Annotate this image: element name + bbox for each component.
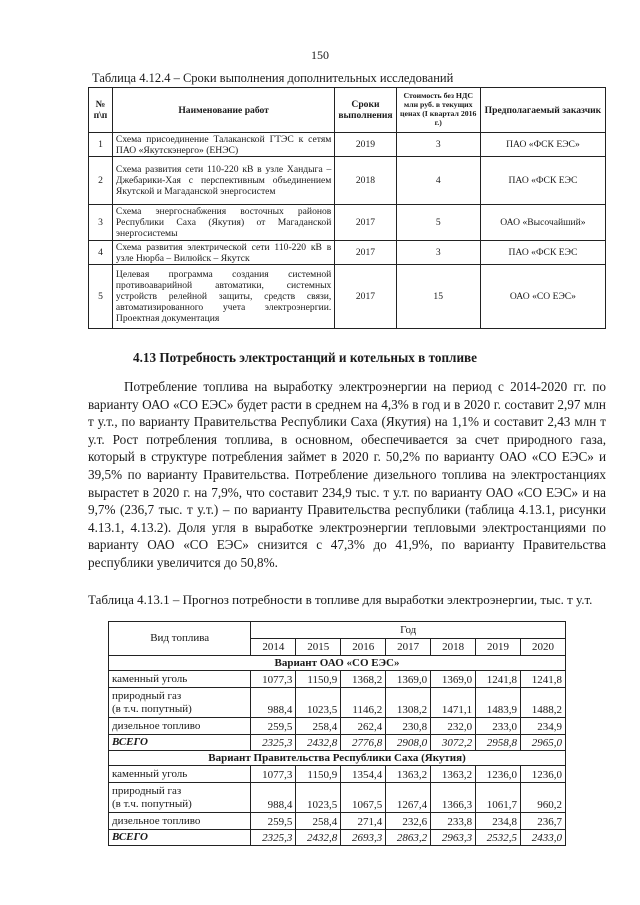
year-cell: 2016: [341, 639, 386, 656]
section-title: 4.13 Потребность электростанций и котельных в топливе: [133, 350, 478, 365]
row-label-line1: природный газ: [112, 689, 182, 702]
year-cell: 2019: [476, 639, 521, 656]
value-cell: 233,8: [431, 813, 476, 830]
cell-term: 2018: [335, 157, 396, 205]
row-label: каменный уголь: [109, 671, 251, 688]
cell-name: Схема присоединение Талаканской ГТЭС к сетям ПАО «Якутскэнерго» (ЕНЭС): [112, 133, 334, 157]
cell-term: 2017: [335, 205, 396, 241]
value-cell: 1241,8: [521, 671, 566, 688]
table2-caption: Таблица 4.13.1 – Прогноз потребности в топливе для выработки электроэнергии, тыс. т у.т.: [88, 592, 593, 607]
value-cell: 1236,0: [521, 766, 566, 783]
value-cell: 1308,2: [386, 688, 431, 718]
cell-term: 2017: [335, 265, 396, 329]
variant-row: [109, 656, 566, 671]
header-customer: Предполагаемый заказчик: [480, 88, 605, 133]
table-row: [89, 133, 606, 157]
value-cell: 2532,5: [476, 830, 521, 846]
table-row: [89, 241, 606, 265]
cell-customer: ПАО «ФСК ЕЭС: [480, 157, 605, 205]
value-cell: 988,4: [251, 783, 296, 813]
value-cell: 1023,5: [296, 688, 341, 718]
value-cell: 1236,0: [476, 766, 521, 783]
value-cell: 258,4: [296, 718, 341, 735]
cell-cost: 3: [396, 133, 480, 157]
cell-cost: 5: [396, 205, 480, 241]
value-cell: 1363,2: [431, 766, 476, 783]
cell-name: Схема развития электрической сети 110-220 кВ в узле Нюрба – Вилюйск – Якутск: [112, 241, 334, 265]
year-cell: 2015: [296, 639, 341, 656]
row-label: каменный уголь: [109, 766, 251, 783]
value-cell: 988,4: [251, 688, 296, 718]
table1-caption: Таблица 4.12.4 – Сроки выполнения дополнительных исследований: [92, 71, 454, 85]
year-cell: 2018: [431, 639, 476, 656]
cell-cost: 3: [396, 241, 480, 265]
value-cell: 262,4: [341, 718, 386, 735]
year-cell: 2017: [386, 639, 431, 656]
table-row: [109, 783, 566, 813]
table-row: [89, 205, 606, 241]
cell-num: 3: [89, 205, 113, 241]
table-row: [109, 718, 566, 735]
row-label-line2: (в т.ч. попутный): [112, 797, 192, 810]
table-row: [109, 671, 566, 688]
variant-title: Вариант ОАО «СО ЕЭС»: [109, 656, 566, 671]
value-cell: 2432,8: [296, 735, 341, 751]
value-cell: 232,0: [431, 718, 476, 735]
cell-customer: ПАО «ФСК ЕЭС: [480, 241, 605, 265]
value-cell: 232,6: [386, 813, 431, 830]
table-row: [109, 766, 566, 783]
total-row: [109, 830, 566, 846]
cell-name: Целевая программа создания системной противоаварийной автоматики, системных устройств релейной защиты, средств связи, автоматизированного учета электроэнергии. Проектная документация: [112, 265, 334, 329]
variant-row: [109, 751, 566, 766]
value-cell: 1366,3: [431, 783, 476, 813]
value-cell: 1363,2: [386, 766, 431, 783]
value-cell: 3072,2: [431, 735, 476, 751]
header-name: Наименование работ: [112, 88, 334, 133]
value-cell: 1146,2: [341, 688, 386, 718]
value-cell: 2432,8: [296, 830, 341, 846]
table-row: [109, 688, 566, 718]
table-row: [89, 265, 606, 329]
row-label-line2: (в т.ч. попутный): [112, 702, 192, 715]
value-cell: 2963,3: [431, 830, 476, 846]
value-cell: 234,8: [476, 813, 521, 830]
value-cell: 234,9: [521, 718, 566, 735]
works-schedule-table: [88, 87, 606, 329]
value-cell: 1150,9: [296, 766, 341, 783]
row-label: дизельное топливо: [109, 718, 251, 735]
cell-name: Схема развития сети 110-220 кВ в узле Хандыга – Джебарики-Хая с перспективным объединением Якутской и Магаданской энергосистем: [112, 157, 334, 205]
value-cell: 2693,3: [341, 830, 386, 846]
value-cell: 2908,0: [386, 735, 431, 751]
header-fuel-type: Вид топлива: [109, 622, 251, 656]
value-cell: 233,0: [476, 718, 521, 735]
value-cell: 1483,9: [476, 688, 521, 718]
value-cell: 2776,8: [341, 735, 386, 751]
value-cell: 1369,0: [431, 671, 476, 688]
value-cell: 2325,3: [251, 735, 296, 751]
table-row: [109, 813, 566, 830]
value-cell: 1061,7: [476, 783, 521, 813]
year-cell: 2020: [521, 639, 566, 656]
cell-term: 2019: [335, 133, 396, 157]
row-label-line1: природный газ: [112, 784, 182, 797]
value-cell: 1023,5: [296, 783, 341, 813]
row-label: ВСЕГО: [109, 735, 251, 751]
value-cell: 1354,4: [341, 766, 386, 783]
header-num: № п\п: [89, 88, 113, 133]
body-paragraph: Потребление топлива на выработку электроэнергии на период с 2014-2020 гг. по варианту ОАО «СО ЕЭС» будет расти в среднем на 4,3% в год и в 2020 г. составит 2,97 млн т у.т., по варианту Правительства Республики Саха (Якутия) на 1,1% и составит 2,43 млн т у.т. Рост потребления топлива, в основном, обеспечивается за счет природного газа, который в структуре потребления займет в 2020 г. 50,2% по варианту ОАО «СО ЕЭС» и 39,5% по варианту Правительства. Потребление дизельного топлива на электростанциях вырастет в 2020 г. на 7,9%, что составит 234,9 тыс. т у.т. по варианту ОАО «СО ЕЭС» и на 9,7% (236,7 тыс. т у.т.) – по варианту Правительства республики (таблица 4.13.1, рисунки 4.13.1, 4.13.2). Доля угля в выработке электроэнергии тепловыми электростанциями по варианту ОАО «СО ЕЭС» снизится с 47,3% до 41,9%, по варианту Правительства республики увеличится до 50,8%.: [88, 379, 606, 570]
value-cell: 2433,0: [521, 830, 566, 846]
value-cell: 1241,8: [476, 671, 521, 688]
value-cell: 236,7: [521, 813, 566, 830]
header-cost: Стоимость без НДС млн руб. в текущих ценах (I квартал 2016 г.): [396, 88, 480, 133]
value-cell: 1077,3: [251, 766, 296, 783]
value-cell: 259,5: [251, 718, 296, 735]
value-cell: 1067,5: [341, 783, 386, 813]
value-cell: 1368,2: [341, 671, 386, 688]
row-label: [109, 783, 251, 813]
cell-cost: 15: [396, 265, 480, 329]
table-row: [89, 157, 606, 205]
cell-customer: ОАО «Высочайший»: [480, 205, 605, 241]
fuel-forecast-table: [108, 621, 566, 846]
cell-name: Схема энергоснабжения восточных районов Республики Саха (Якутия) от Магаданской энергосистемы: [112, 205, 334, 241]
value-cell: 1267,4: [386, 783, 431, 813]
value-cell: 1150,9: [296, 671, 341, 688]
value-cell: 960,2: [521, 783, 566, 813]
value-cell: 2325,3: [251, 830, 296, 846]
table-header-row: [109, 622, 566, 639]
value-cell: 1471,1: [431, 688, 476, 718]
value-cell: 258,4: [296, 813, 341, 830]
value-cell: 2863,2: [386, 830, 431, 846]
cell-term: 2017: [335, 241, 396, 265]
row-label: дизельное топливо: [109, 813, 251, 830]
value-cell: 1077,3: [251, 671, 296, 688]
value-cell: 271,4: [341, 813, 386, 830]
year-cell: 2014: [251, 639, 296, 656]
cell-num: 2: [89, 157, 113, 205]
variant-title: Вариант Правительства Республики Саха (Якутия): [109, 751, 566, 766]
value-cell: 2965,0: [521, 735, 566, 751]
cell-num: 4: [89, 241, 113, 265]
cell-customer: ОАО «СО ЕЭС»: [480, 265, 605, 329]
row-label: [109, 688, 251, 718]
value-cell: 1369,0: [386, 671, 431, 688]
value-cell: 259,5: [251, 813, 296, 830]
page-number: 150: [311, 48, 329, 62]
total-row: [109, 735, 566, 751]
cell-num: 5: [89, 265, 113, 329]
cell-customer: ПАО «ФСК ЕЭС»: [480, 133, 605, 157]
cell-cost: 4: [396, 157, 480, 205]
table-header-row: [89, 88, 606, 133]
value-cell: 230,8: [386, 718, 431, 735]
value-cell: 2958,8: [476, 735, 521, 751]
value-cell: 1488,2: [521, 688, 566, 718]
header-year: Год: [251, 622, 566, 639]
row-label: ВСЕГО: [109, 830, 251, 846]
header-term: Сроки выполнения: [335, 88, 396, 133]
cell-num: 1: [89, 133, 113, 157]
